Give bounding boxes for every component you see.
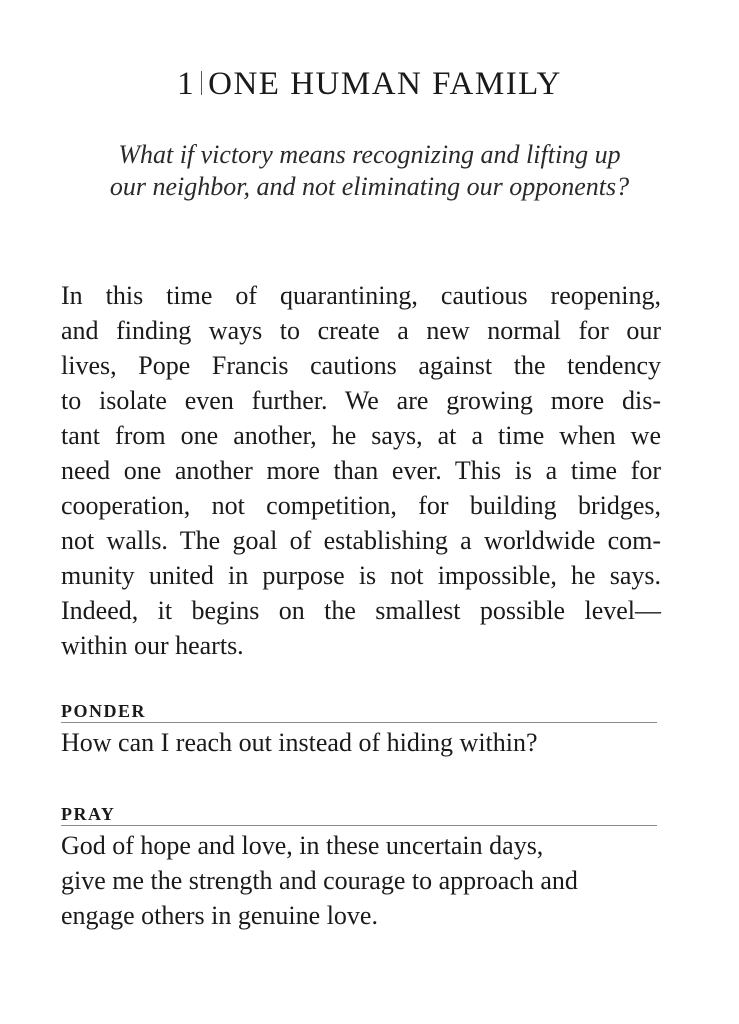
body-paragraph bbox=[61, 278, 661, 663]
epigraph-line: What if victory means recognizing and lifting up bbox=[118, 140, 621, 169]
ponder-section bbox=[61, 701, 657, 760]
pray-text bbox=[61, 828, 657, 933]
pray-line: give me the strength and courage to approach and bbox=[61, 866, 578, 895]
body-line: not walls. The goal of establishing a worldwide com- bbox=[61, 526, 661, 555]
pray-line: God of hope and love, in these uncertain days, bbox=[61, 831, 544, 860]
body-line: need one another more than ever. This is a time for bbox=[61, 456, 661, 485]
chapter-heading bbox=[0, 62, 739, 106]
chapter-number: 1 bbox=[177, 66, 196, 102]
body-line: In this time of quarantining, cautious reopening, bbox=[61, 281, 661, 310]
body-line: Indeed, it begins on the smallest possible level— bbox=[61, 596, 661, 625]
body-line: lives, Pope Francis cautions against the tendency bbox=[61, 351, 661, 380]
body-line: and finding ways to create a new normal for our bbox=[61, 316, 661, 345]
body-line: tant from one another, he says, at a time when we bbox=[61, 421, 661, 450]
epigraph bbox=[40, 139, 699, 203]
pray-label: PRAY bbox=[61, 804, 657, 826]
chapter-divider bbox=[201, 71, 202, 95]
chapter-title: ONE HUMAN FAMILY bbox=[208, 66, 562, 102]
epigraph-line: our neighbor, and not eliminating our opponents? bbox=[109, 172, 630, 201]
ponder-line: How can I reach out instead of hiding within? bbox=[61, 728, 538, 757]
body-line: munity united in purpose is not impossible, he says. bbox=[61, 561, 661, 590]
body-line: cooperation, not competition, for building bridges, bbox=[61, 491, 661, 520]
ponder-text bbox=[61, 725, 657, 760]
ponder-label: PONDER bbox=[61, 701, 657, 723]
pray-line: engage others in genuine love. bbox=[61, 901, 378, 930]
body-line: within our hearts. bbox=[61, 631, 244, 660]
pray-section bbox=[61, 804, 657, 933]
body-line: to isolate even further. We are growing more dis- bbox=[61, 386, 661, 415]
